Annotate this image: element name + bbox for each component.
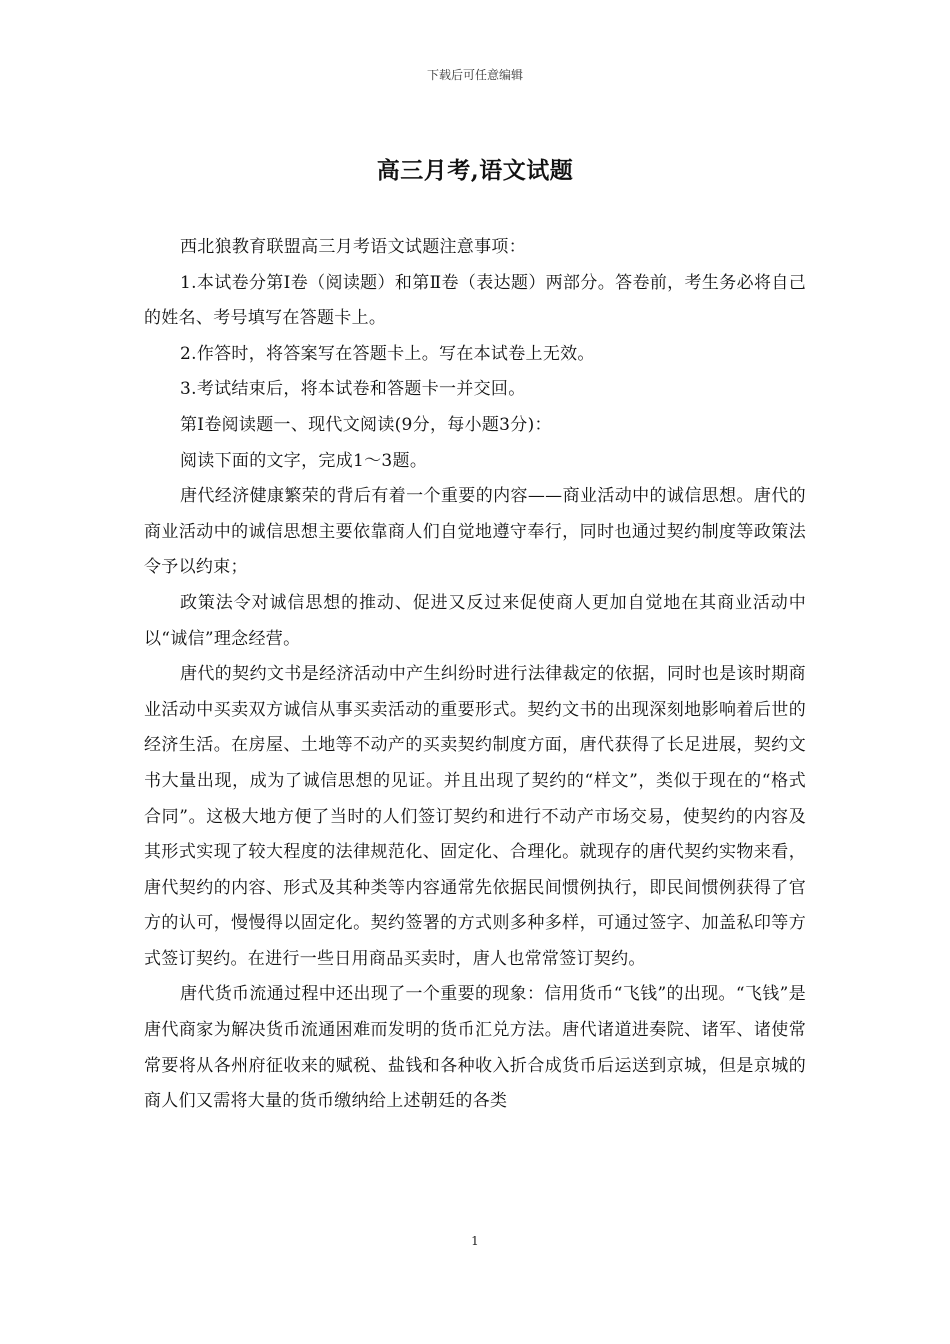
notice-item-1: 1.本试卷分第Ⅰ卷（阅读题）和第Ⅱ卷（表达题）两部分。答卷前，考生务必将自己的姓名、考号填写在答题卡上。 [144,272,806,329]
document-title: 高三月考,语文试题 [376,157,574,184]
page-number: 1 [471,1234,479,1248]
reading-instruction: 阅读下面的文字，完成1～3题。 [180,450,428,471]
header-note: 下载后可任意编辑 [426,68,523,82]
body-paragraph: 唐代货币流通过程中还出现了一个重要的现象：信用货币“飞钱”的出现。“飞钱”是唐代商家为解决货币流通困难而发明的货币汇兑方法。唐代诸道进奏院、诸军、诸使常常要将从各州府征收来的赋税、盐钱和各种收入折合成货币后运送到京城，但是京城的商人们又需将大量的货币缴纳给上述朝廷的各类 [144,984,806,1112]
notice-item-2: 2.作答时，将答案写在答题卡上。写在本试卷上无效。 [180,343,595,364]
exam-notice-heading: 西北狼教育联盟高三月考语文试题注意事项： [180,237,526,257]
body-paragraph: 唐代的契约文书是经济活动中产生纠纷时进行法律裁定的依据，同时也是该时期商业活动中买卖双方诚信从事买卖活动的重要形式。契约文书的出现深刻地影响着后世的经济生活。在房屋、土地等不动产的买卖契约制度方面，唐代获得了长足进展，契约文书大量出现，成为了诚信思想的见证。并且出现了契约的“样文”，类似于现在的“格式合同”。这极大地方便了当时的人们签订契约和进行不动产市场交易，使契约的内容及其形式实现了较大程度的法律规范化、固定化、合理化。就现存的唐代契约实物来看，唐代契约的内容、形式及其种类等内容通常先依据民间惯例执行，即民间惯例获得了官方的认可，慢慢得以固定化。契约签署的方式则多种多样，可通过签字、加盖私印等方式签订契约。在进行一些日用商品买卖时，唐人也常常签订契约。 [144,664,806,969]
body-paragraph: 政策法令对诚信思想的推动、促进又反过来促使商人更加自觉地在其商业活动中以“诚信”理念经营。 [144,592,806,649]
section-heading: 第Ⅰ卷阅读题一、现代文阅读(9分，每小题3分)： [180,414,552,435]
body-paragraph: 唐代经济健康繁荣的背后有着一个重要的内容——商业活动中的诚信思想。唐代的商业活动中的诚信思想主要依靠商人们自觉地遵守奉行，同时也通过契约制度等政策法令予以约束； [144,486,806,578]
notice-item-3: 3.考试结束后，将本试卷和答题卡一并交回。 [180,379,526,400]
document-body [144,230,806,1120]
